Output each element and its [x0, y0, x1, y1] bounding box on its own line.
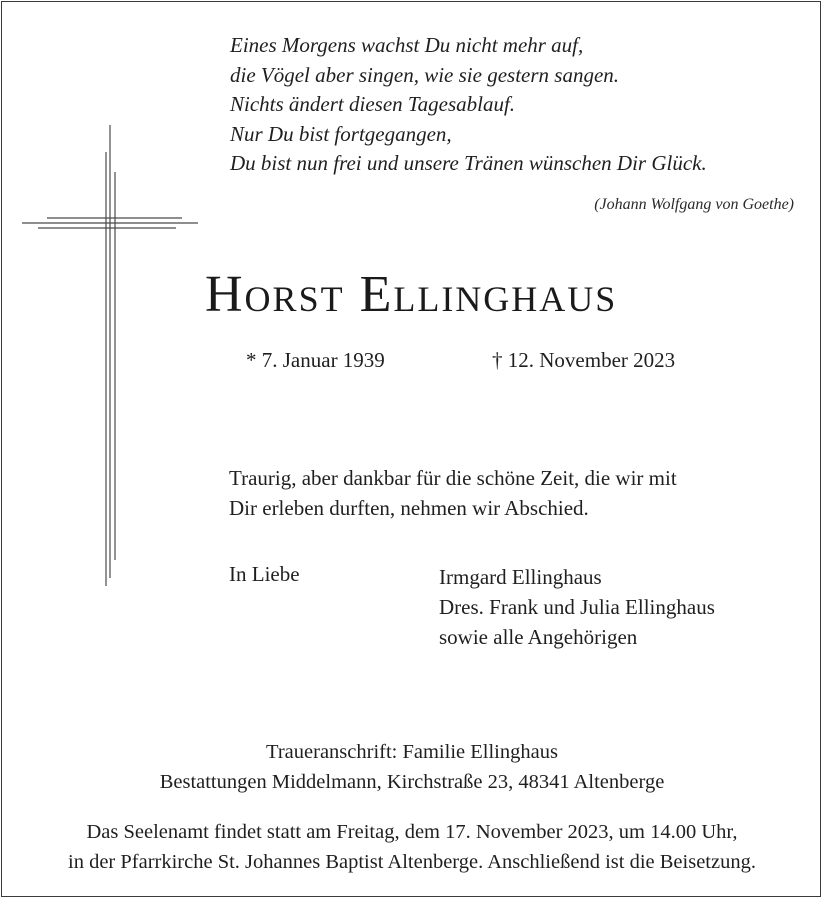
farewell-line: Traurig, aber dankbar für die schöne Zeit, die wir mit: [229, 466, 677, 490]
signer-name: Irmgard Ellinghaus: [439, 565, 602, 589]
service-line: Das Seelenamt findet statt am Freitag, dem 17. November 2023, um 14.00 Uhr,: [86, 821, 738, 843]
signer-name: Dres. Frank und Julia Ellinghaus: [439, 595, 715, 619]
farewell-line: Dir erleben durften, nehmen wir Abschied.: [229, 496, 589, 520]
poem-line: die Vögel aber singen, wie sie gestern sangen.: [230, 62, 620, 87]
mourning-address: [0, 737, 824, 797]
poem-line: Nur Du bist fortgegangen,: [230, 121, 452, 146]
signer-name: sowie alle Angehörigen: [439, 625, 638, 649]
poem-author: (Johann Wolfgang von Goethe): [594, 196, 794, 213]
address-line: Traueranschrift: Familie Ellinghaus: [266, 741, 558, 763]
address-line: Bestattungen Middelmann, Kirchstraße 23, 48341 Altenberge: [159, 771, 665, 793]
poem-line: Nichts ändert diesen Tagesablauf.: [230, 92, 516, 116]
poem-line: Du bist nun frei und unsere Tränen wünschen Dir Glück.: [230, 151, 707, 175]
death-date: † 12. November 2023: [492, 348, 676, 372]
farewell-text: [229, 463, 677, 523]
deceased-name: Horst Ellinghaus: [205, 266, 618, 323]
service-line: in der Pfarrkirche St. Johannes Baptist Altenberge. Anschließend ist die Beisetzung.: [68, 851, 756, 873]
poem-line: Eines Morgens wachst Du nicht mehr auf,: [230, 33, 584, 57]
birth-date: * 7. Januar 1939: [246, 348, 385, 372]
service-info: [0, 817, 824, 877]
signature-names: [439, 562, 715, 652]
signature-intro: In Liebe: [229, 562, 300, 586]
poem: [230, 31, 707, 179]
